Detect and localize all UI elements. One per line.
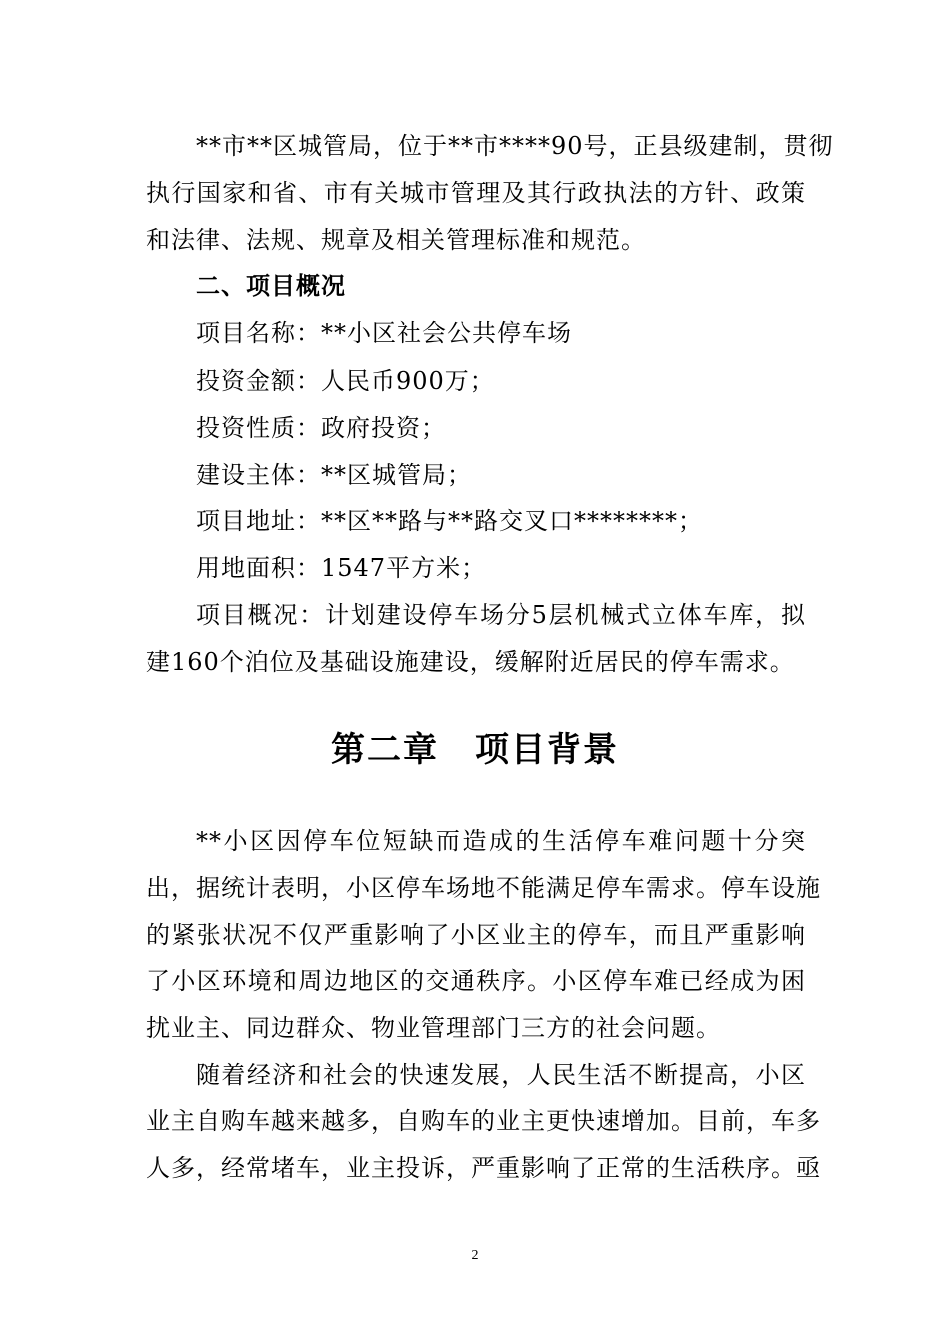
para2-line-1: 随着经济和社会的快速发展，人民生活不断提高，小区 bbox=[196, 1061, 806, 1089]
item-land-area: 用地面积：1547平方米； bbox=[196, 554, 487, 582]
chapter-title: 第二章 项目背景 bbox=[331, 730, 619, 770]
item-investment-nature: 投资性质：政府投资； bbox=[196, 414, 446, 442]
overview-line-1: 项目概况：计划建设停车场分5层机械式立体车库，拟 bbox=[196, 601, 806, 629]
intro-line-2: 执行国家和省、市有关城市管理及其行政执法的方针、政策 bbox=[146, 179, 806, 207]
para1-line-2: 出，据统计表明，小区停车场地不能满足停车需求。停车设施 bbox=[146, 874, 821, 902]
page-number: 2 bbox=[471, 1248, 479, 1263]
overview-line-2: 建160个泊位及基础设施建设，缓解附近居民的停车需求。 bbox=[146, 648, 795, 676]
item-investment-amount: 投资金额：人民币900万； bbox=[196, 367, 495, 395]
intro-line-1: **市**区城管局，位于**市****90号，正县级建制，贯彻 bbox=[196, 132, 834, 160]
item-construction-entity: 建设主体：**区城管局； bbox=[196, 461, 472, 489]
para1-line-5: 扰业主、同边群众、物业管理部门三方的社会问题。 bbox=[146, 1014, 721, 1042]
item-project-name: 项目名称：**小区社会公共停车场 bbox=[196, 319, 572, 347]
para1-line-4: 了小区环境和周边地区的交通秩序。小区停车难已经成为困 bbox=[146, 967, 806, 995]
section-heading: 二、项目概况 bbox=[196, 272, 346, 300]
para1-line-1: **小区因停车位短缺而造成的生活停车难问题十分突 bbox=[196, 827, 806, 855]
item-project-address: 项目地址：**区**路与**路交叉口********； bbox=[196, 507, 703, 535]
intro-line-3: 和法律、法规、规章及相关管理标准和规范。 bbox=[146, 226, 646, 254]
para2-line-3: 人多，经常堵车，业主投诉，严重影响了正常的生活秩序。亟 bbox=[146, 1154, 821, 1182]
para2-line-2: 业主自购车越来越多，自购车的业主更快速增加。目前，车多 bbox=[146, 1107, 821, 1135]
para1-line-3: 的紧张状况不仅严重影响了小区业主的停车，而且严重影响 bbox=[146, 921, 806, 949]
